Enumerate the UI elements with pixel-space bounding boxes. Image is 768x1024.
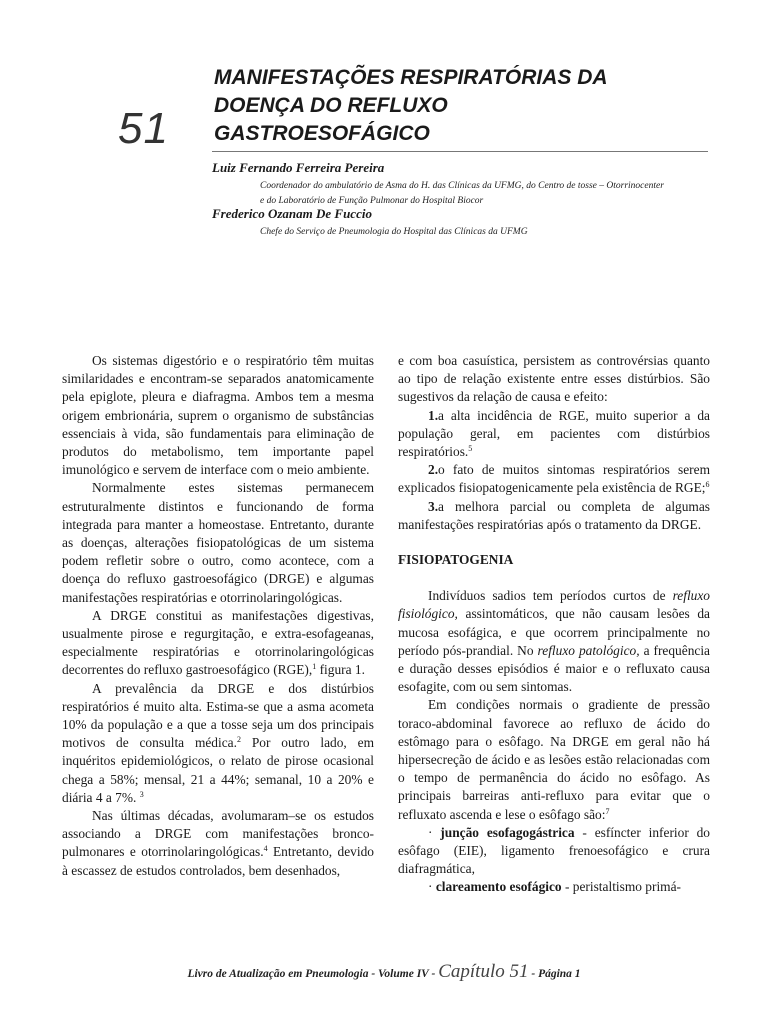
footnote-ref: 7 [605,806,610,816]
paragraph: Indivíduos sadios tem períodos curtos de refluxo fisiológico, assintomáticos, que não causam lesões da mucosa esofágica, e que ocorrem principalmente no período pós-prandial. No refluxo patológico, a frequência e duração desses episódios é maior e o refluxato causa esofagite, com ou sem sintomas. [398,588,710,695]
footnote-ref: 4 [263,844,268,854]
author-name: Luiz Fernando Ferreira Pereira [212,160,385,175]
paragraph: Em condições normais o gradiente de pressão toraco-abdominal favorece ao refluxo de ácido do estômago para o esôfago. Na DRGE em geral não há hipersecreção de ácido e as lesões estão relacionadas com o tempo de permanência do ácido no esôfago. As principais barreiras anti-refluxo para evitar que o refluxato ascenda e lese o esôfago são:$^7$ [398,697,710,822]
title-divider [212,151,708,152]
footnote-ref: 5 [468,444,473,454]
paragraph: Nas últimas décadas, avolumaram–se os estudos associando a DRGE com manifestações bronco-pulmonares e otorrinolaringológicas.$^4$ Entretanto, devido à escassez de estudos controlados, bem desenhados, [62,808,374,878]
list-item: 2.o fato de muitos sintomas respiratórios serem explicados fisiopatogenicamente pela existência de RGE;$^6$ [398,462,710,496]
footnote-ref: 3 [139,789,144,799]
title-line: DOENÇA DO REFLUXO [214,94,448,117]
bullet-item: · junção esofagogástrica - esfíncter inferior do esôfago (EIE), ligamento frenoesofágico e crura diafragmática, [398,824,710,877]
chapter-title [214,64,714,148]
page-footer [0,961,768,983]
footnote-ref: 1 [312,662,317,672]
footer-page: - Página 1 [528,968,581,980]
left-column [62,352,374,880]
affiliation-line: Chefe do Serviço de Pneumologia do Hospital das Clínicas da UFMG [260,227,528,237]
paragraph: A DRGE constitui as manifestações digestivas, usualmente pirose e regurgitação, e extra-esofageanas, especialmente respiratórias e otorrinolaringológicas decorrentes do refluxo gastroesofágico (RGE),$^1$ figura 1. [62,607,374,678]
title-line: MANIFESTAÇÕES RESPIRATÓRIAS DA [214,66,608,89]
section-heading: FISIOPATOGENIA [398,552,514,568]
paragraph: Os sistemas digestório e o respiratório têm muitas similaridades e encontram-se separados anatomicamente pela epiglote, pleura e diafragma. Ambos tem a mesma origem embrionária, suprem o organismo de substâncias essenciais à vida, são fundamentais para eliminação de produtos do metabolismo, tem importante papel imunológico e servem de interface com o meio ambiente. [62,353,374,478]
affiliation-line: e do Laboratório de Função Pulmonar do Hospital Biocor [260,196,484,206]
list-item: 3.a melhora parcial ou completa de algumas manifestações respiratórias após o tratamento da DRGE. [398,498,710,532]
footnote-ref: 2 [236,735,241,745]
author-affiliation [260,179,664,209]
paragraph: Normalmente estes sistemas permanecem estruturalmente distintos e funcionando de forma integrada para manter a homeostase. Entretanto, durante as doenças, alterações fisiopatológicas de um sistema podem refletir sobre o outro, como acontece, com a doença do refluxo gastroesofágico (DRGE) e algumas manifestações respiratórias e otorrinolaringológicas. [62,480,374,605]
paragraph: A prevalência da DRGE e dos distúrbios respiratórios é muito alta. Estima-se que a asma acometa 10% da população e a que a tosse seja um dos principais motivos de consulta médica.$^2$ Por outro lado, em inquéritos epidemiológicos, o relato de pirose ocasional chega a 58%; mensal, 21 a 44%; semanal, 10 a 20% e diária 4 a 7%. $^3$ [62,680,374,805]
footer-chapter: Capítulo 51 [438,961,529,982]
author-affiliation [260,225,528,240]
bullet-item: · clareamento esofágico - peristaltismo primá- [428,879,681,895]
paragraph: e com boa casuística, persistem as controvérsias quanto ao tipo de relação existente entre esses distúrbios. São sugestivos da relação de causa e efeito: [398,353,710,405]
author-name: Frederico Ozanam De Fuccio [212,206,372,221]
right-column [398,352,710,897]
footnote-ref: 6 [705,480,710,490]
footer-book: Livro de Atualização em Pneumologia - Volume IV - [187,968,439,980]
title-line: GASTROESOFÁGICO [214,122,430,145]
chapter-number: 51 [118,104,169,153]
affiliation-line: Coordenador do ambulatório de Asma do H. das Clínicas da UFMG, do Centro de tosse – Otorrinocenter [260,181,664,191]
list-item: 1.a alta incidência de RGE, muito superior a da população geral, em pacientes com distúrbios respiratórios.$^5$ [398,407,710,460]
